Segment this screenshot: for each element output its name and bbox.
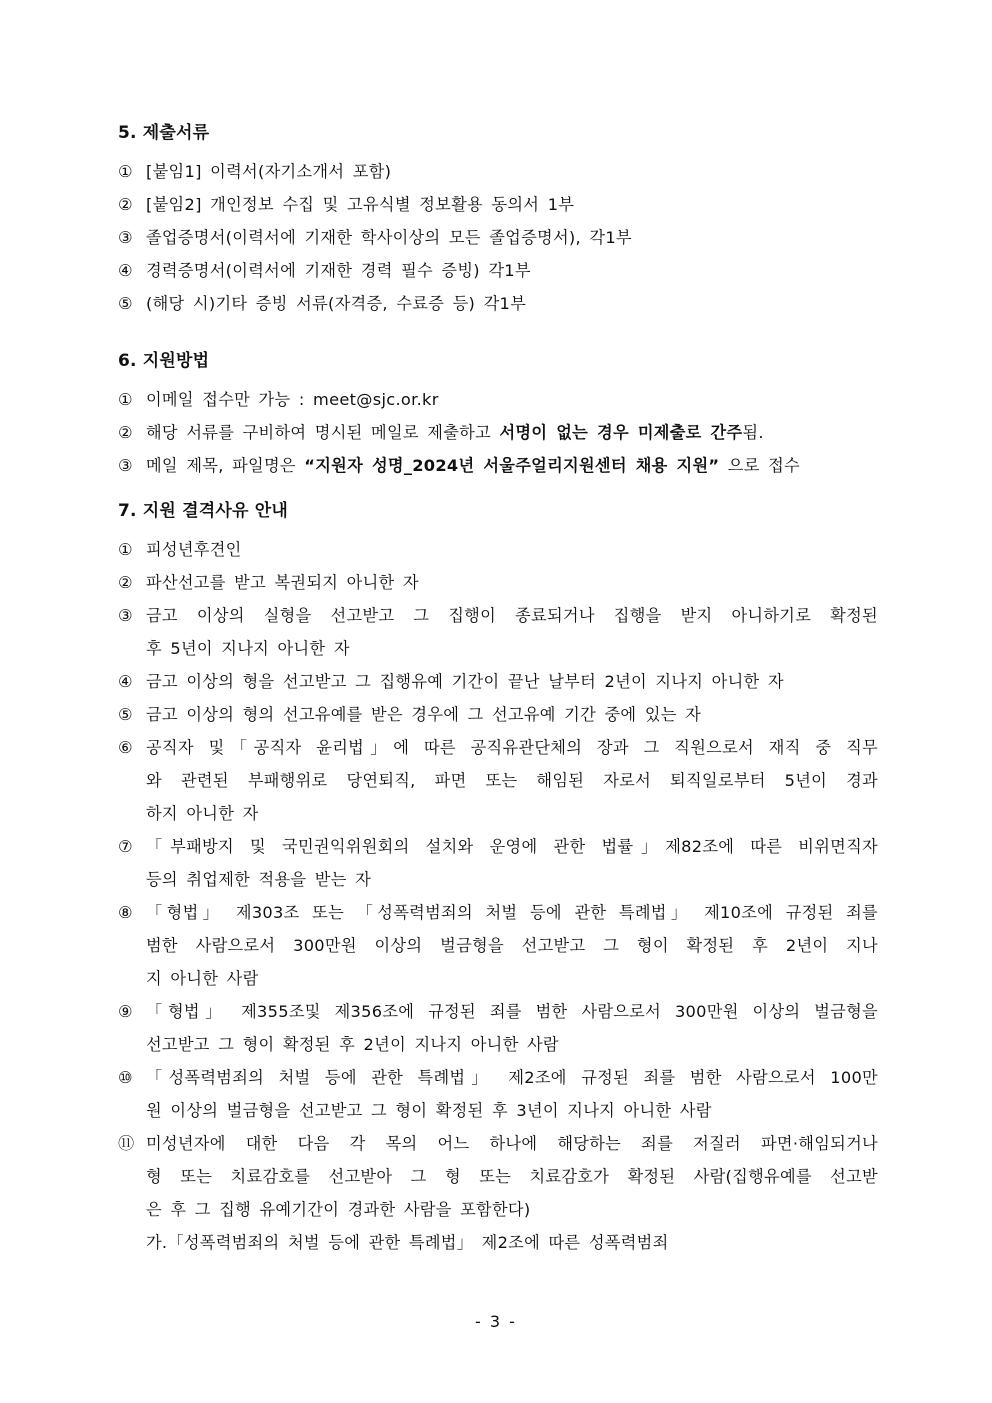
item-text-line: 와 관련된 부패행위로 당연퇴직, 파면 또는 해임된 자로서 퇴직일로부터 5년이 경과 — [146, 771, 878, 790]
item-text-emphasis: “지원자 성명_2024년 서울주얼리지원센터 채용 지원” — [304, 456, 720, 475]
list-item — [118, 449, 878, 482]
item-text-emphasis: 서명이 없는 경우 미제출로 간주 — [499, 423, 743, 442]
item-number: ⑦ — [118, 837, 133, 856]
item-text: [붙임2] 개인정보 수집 및 고유식별 정보활용 동의서 1부 — [146, 195, 575, 214]
list-item — [118, 383, 878, 416]
item-text — [146, 566, 878, 599]
item-text-line: 지 아니한 사람 — [146, 969, 259, 988]
item-text-post: 으로 접수 — [719, 456, 800, 475]
item-number: ③ — [118, 606, 133, 625]
item-text — [146, 896, 878, 995]
list-item — [118, 599, 878, 665]
item-text: [붙임1] 이력서(자기소개서 포함) — [146, 162, 392, 181]
list-item — [118, 665, 878, 698]
item-text — [146, 665, 878, 698]
item-text-line: 금고 이상의 형을 선고받고 그 집행유예 기간이 끝난 날부터 2년이 지나지 아니한 자 — [146, 672, 784, 691]
item-text-line: 공직자 및「공직자 윤리법」에 따른 공직유관단체의 장과 그 직원으로서 재직 중 직무 — [146, 738, 878, 757]
item-text: 경력증명서(이력서에 기재한 경력 필수 증빙) 각1부 — [146, 261, 531, 280]
item-number: ⑧ — [118, 903, 133, 922]
item-text-post: 됨. — [742, 423, 764, 442]
item-number: ② — [118, 423, 133, 442]
item-text-line: 후 5년이 지나지 아니한 자 — [146, 639, 350, 658]
item-number: ① — [118, 540, 133, 559]
item-number: ⑪ — [118, 1134, 135, 1153]
item-number: ① — [118, 390, 133, 409]
item-number: ⑤ — [118, 294, 133, 313]
item-text — [146, 830, 878, 896]
item-number: ③ — [118, 456, 133, 475]
item-number: ① — [118, 162, 133, 181]
item-text-line: 금고 이상의 실형을 선고받고 그 집행이 종료되거나 집행을 받지 아니하기로 확정된 — [146, 606, 878, 625]
item-text-line: 피성년후견인 — [146, 540, 242, 559]
item-text-line: 「형법」 제355조및 제356조에 규정된 죄를 범한 사람으로서 300만원 이상의 벌금형을 — [146, 1002, 878, 1021]
list-item — [118, 155, 878, 188]
item-text — [146, 416, 878, 449]
list-item — [118, 533, 878, 566]
list-item — [118, 698, 878, 731]
item-text — [146, 599, 878, 665]
document-page — [118, 122, 878, 1259]
page-number: - 3 - — [475, 1312, 517, 1331]
item-text — [146, 731, 878, 830]
section-heading: 7. 지원 결격사유 안내 — [118, 501, 289, 521]
item-text — [146, 1061, 878, 1127]
item-text — [146, 533, 878, 566]
item-text: 졸업증명서(이력서에 기재한 학사이상의 모든 졸업증명서), 각1부 — [146, 228, 632, 247]
list-item — [118, 1127, 878, 1226]
item-text-line: 범한 사람으로서 300만원 이상의 벌금형을 선고받고 그 형이 확정된 후 2년이 지나 — [146, 936, 878, 955]
section-submission-documents — [118, 122, 878, 320]
item-text — [146, 698, 878, 731]
item-number: ⑥ — [118, 738, 133, 757]
list-item — [118, 1061, 878, 1127]
item-text — [146, 995, 878, 1061]
section-heading: 5. 제출서류 — [118, 123, 210, 143]
list-item — [118, 830, 878, 896]
item-text-line: 하지 아니한 자 — [146, 804, 259, 823]
item-text-line: 은 후 그 집행 유예기간이 경과한 사람을 포함한다) — [146, 1200, 531, 1219]
list-item — [118, 188, 878, 221]
section-heading: 6. 지원방법 — [118, 351, 210, 371]
list-item — [118, 416, 878, 449]
item-text — [146, 1127, 878, 1226]
item-number: ③ — [118, 228, 133, 247]
disqualification-list — [118, 533, 878, 1226]
section-application-method — [118, 350, 878, 482]
section-disqualification — [118, 500, 878, 1259]
item-text-line: 형 또는 치료감호를 선고받아 그 형 또는 치료감호가 확정된 사람(집행유예를 선고받 — [146, 1167, 878, 1186]
item-text-line: 파산선고를 받고 복권되지 아니한 자 — [146, 573, 419, 592]
item-text-line: 미성년자에 대한 다음 각 목의 어느 하나에 해당하는 죄를 저질러 파면·해임되거나 — [146, 1134, 878, 1153]
item-text: 이메일 접수만 가능 : meet@sjc.or.kr — [146, 390, 439, 409]
sub-item: 가.「성폭력범죄의 처벌 등에 관한 특례법」 제2조에 따른 성폭력범죄 — [146, 1233, 669, 1252]
item-text-line: 금고 이상의 형의 선고유예를 받은 경우에 그 선고유예 기간 중에 있는 자 — [146, 705, 702, 724]
list-item — [118, 287, 878, 320]
item-number: ④ — [118, 261, 133, 280]
list-item — [118, 995, 878, 1061]
item-number: ⑩ — [118, 1068, 133, 1087]
item-number: ④ — [118, 672, 133, 691]
item-text-line: 선고받고 그 형이 확정된 후 2년이 지나지 아니한 사람 — [146, 1035, 559, 1054]
item-text-line: 「성폭력범죄의 처벌 등에 관한 특례법」 제2조에 규정된 죄를 범한 사람으로서 100만 — [146, 1068, 878, 1087]
item-text-line: 「부패방지 및 국민권익위원회의 설치와 운영에 관한 법률」제82조에 따른 비위면직자 — [146, 837, 878, 856]
item-number: ⑨ — [118, 1002, 133, 1021]
item-text-line: 등의 취업제한 적용을 받는 자 — [146, 870, 372, 889]
item-number: ② — [118, 573, 133, 592]
list-item — [118, 254, 878, 287]
list-item — [118, 566, 878, 599]
list-item — [118, 221, 878, 254]
item-text-line: 「형법」 제303조 또는 「성폭력범죄의 처벌 등에 관한 특례법」 제10조에 규정된 죄를 — [146, 903, 878, 922]
item-number: ② — [118, 195, 133, 214]
item-text-pre: 해당 서류를 구비하여 명시된 메일로 제출하고 — [146, 423, 500, 442]
list-item — [118, 731, 878, 830]
item-text: (해당 시)기타 증빙 서류(자격증, 수료증 등) 각1부 — [146, 294, 527, 313]
list-item — [118, 896, 878, 995]
item-text — [146, 449, 878, 482]
item-text-pre: 메일 제목, 파일명은 — [146, 456, 305, 475]
item-number: ⑤ — [118, 705, 133, 724]
item-text-line: 원 이상의 벌금형을 선고받고 그 형이 확정된 후 3년이 지나지 아니한 사람 — [146, 1101, 712, 1120]
